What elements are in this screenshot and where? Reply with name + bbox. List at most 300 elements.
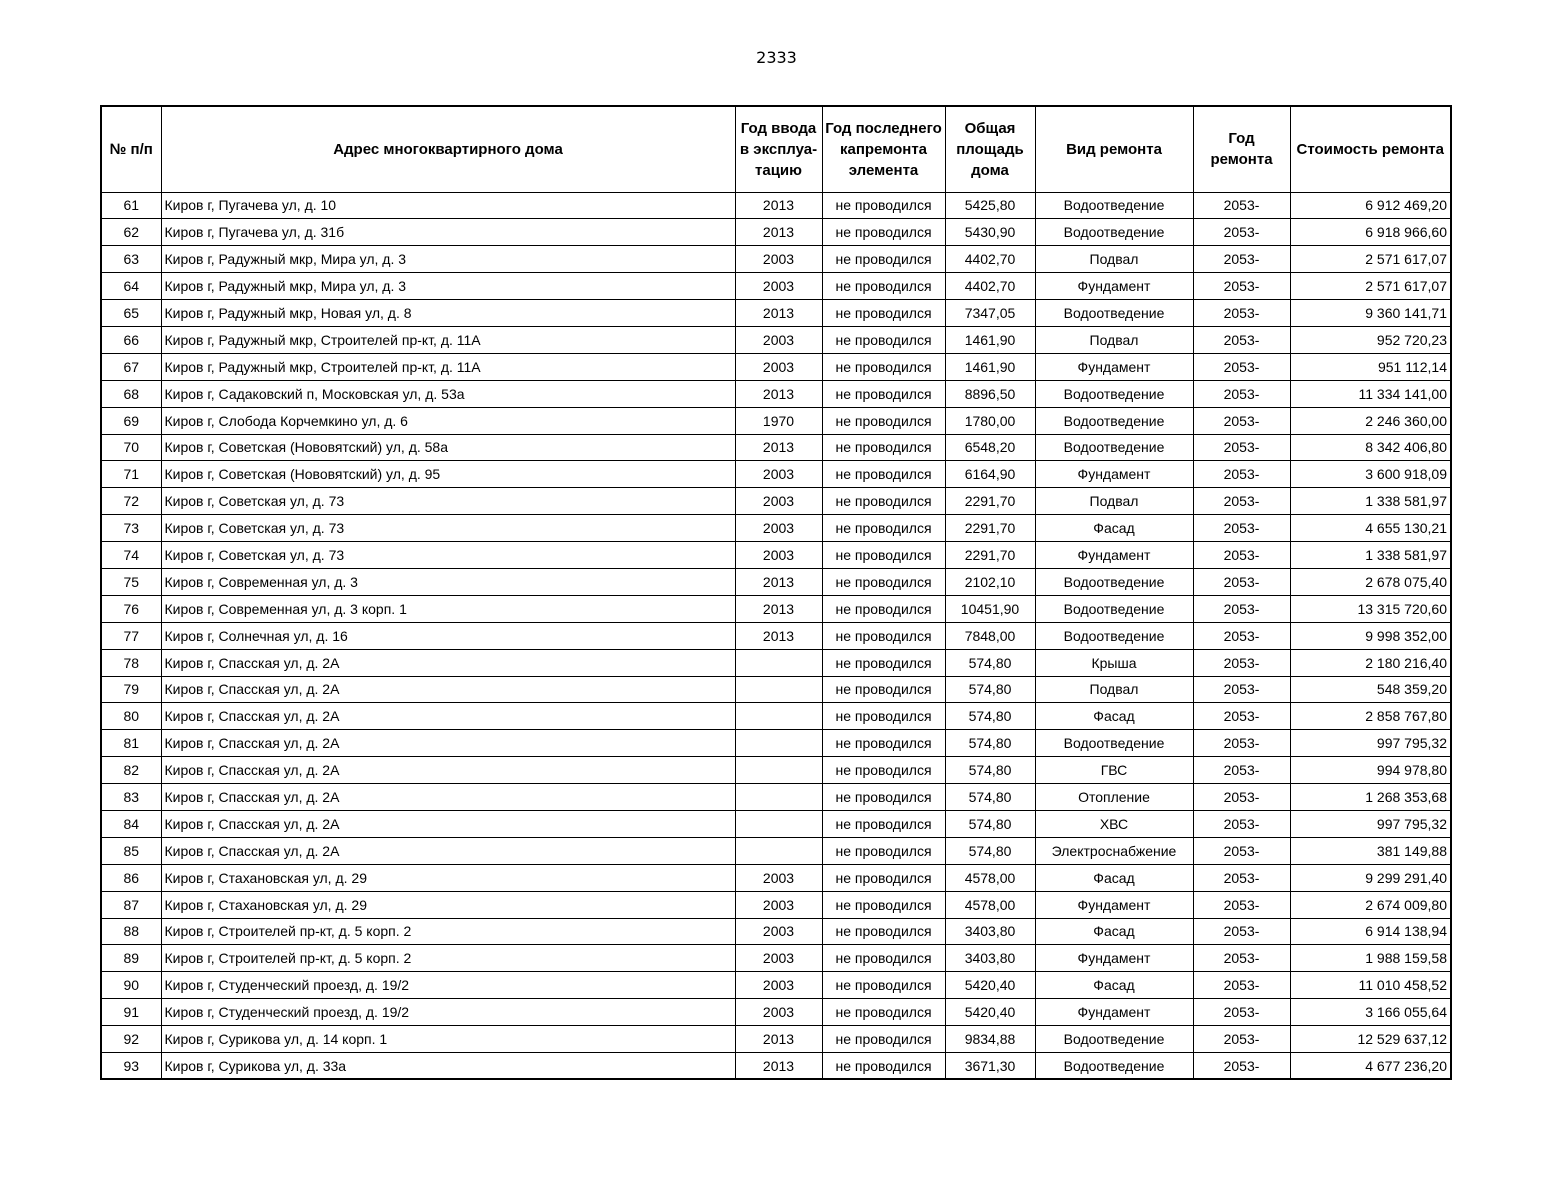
table-row xyxy=(101,595,1451,622)
cell-area: 6164,90 xyxy=(945,461,1035,488)
table-row xyxy=(101,972,1451,999)
cell-cost: 6 912 469,20 xyxy=(1290,192,1451,219)
cell-repair-type: Водоотведение xyxy=(1035,380,1193,407)
cell-repair-year: 2053- xyxy=(1193,326,1290,353)
cell-cost: 11 334 141,00 xyxy=(1290,380,1451,407)
cell-repair-type: Фасад xyxy=(1035,972,1193,999)
cell-repair-year: 2053- xyxy=(1193,864,1290,891)
cell-cost: 6 914 138,94 xyxy=(1290,918,1451,945)
cell-address: Киров г, Строителей пр-кт, д. 5 корп. 2 xyxy=(161,945,735,972)
cell-repair-year: 2053- xyxy=(1193,810,1290,837)
cell-last-repair: не проводился xyxy=(822,461,945,488)
cell-area: 574,80 xyxy=(945,784,1035,811)
table-body xyxy=(101,192,1451,1079)
cell-address: Киров г, Слобода Корчемкино ул, д. 6 xyxy=(161,407,735,434)
cell-repair-type: Водоотведение xyxy=(1035,300,1193,327)
cell-year-built: 2013 xyxy=(735,622,822,649)
cell-address: Киров г, Строителей пр-кт, д. 5 корп. 2 xyxy=(161,918,735,945)
cell-cost: 4 677 236,20 xyxy=(1290,1053,1451,1080)
table-row xyxy=(101,622,1451,649)
table-row xyxy=(101,542,1451,569)
cell-num: 75 xyxy=(101,568,161,595)
cell-area: 4578,00 xyxy=(945,864,1035,891)
cell-last-repair: не проводился xyxy=(822,219,945,246)
table-row xyxy=(101,864,1451,891)
cell-last-repair: не проводился xyxy=(822,1053,945,1080)
cell-repair-type: Подвал xyxy=(1035,488,1193,515)
cell-num: 68 xyxy=(101,380,161,407)
cell-year-built xyxy=(735,730,822,757)
cell-area: 5425,80 xyxy=(945,192,1035,219)
cell-last-repair: не проводился xyxy=(822,757,945,784)
cell-repair-year: 2053- xyxy=(1193,434,1290,461)
cell-last-repair: не проводился xyxy=(822,326,945,353)
cell-last-repair: не проводился xyxy=(822,918,945,945)
cell-num: 92 xyxy=(101,1026,161,1053)
cell-repair-year: 2053- xyxy=(1193,192,1290,219)
cell-cost: 1 988 159,58 xyxy=(1290,945,1451,972)
cell-num: 66 xyxy=(101,326,161,353)
cell-repair-type: Водоотведение xyxy=(1035,568,1193,595)
cell-cost: 952 720,23 xyxy=(1290,326,1451,353)
cell-repair-type: Водоотведение xyxy=(1035,1026,1193,1053)
cell-repair-year: 2053- xyxy=(1193,568,1290,595)
cell-area: 1461,90 xyxy=(945,353,1035,380)
cell-area: 574,80 xyxy=(945,837,1035,864)
cell-year-built xyxy=(735,837,822,864)
cell-address: Киров г, Советская (Нововятский) ул, д. 95 xyxy=(161,461,735,488)
cell-area: 3403,80 xyxy=(945,945,1035,972)
cell-repair-year: 2053- xyxy=(1193,300,1290,327)
page-number: 2333 xyxy=(756,48,797,67)
header-address: Адрес многоквартирного дома xyxy=(161,106,735,192)
cell-area: 4402,70 xyxy=(945,273,1035,300)
cell-year-built: 2003 xyxy=(735,999,822,1026)
cell-cost: 13 315 720,60 xyxy=(1290,595,1451,622)
cell-num: 86 xyxy=(101,864,161,891)
cell-address: Киров г, Спасская ул, д. 2А xyxy=(161,810,735,837)
cell-year-built: 2003 xyxy=(735,515,822,542)
cell-year-built: 2003 xyxy=(735,864,822,891)
cell-year-built: 2003 xyxy=(735,246,822,273)
header-repair-type: Вид ремонта xyxy=(1035,106,1193,192)
cell-address: Киров г, Радужный мкр, Мира ул, д. 3 xyxy=(161,273,735,300)
table-row xyxy=(101,461,1451,488)
cell-repair-type: Водоотведение xyxy=(1035,595,1193,622)
cell-last-repair: не проводился xyxy=(822,864,945,891)
cell-last-repair: не проводился xyxy=(822,784,945,811)
cell-repair-type: Подвал xyxy=(1035,326,1193,353)
cell-repair-type: Водоотведение xyxy=(1035,407,1193,434)
cell-repair-year: 2053- xyxy=(1193,461,1290,488)
cell-address: Киров г, Советская ул, д. 73 xyxy=(161,488,735,515)
cell-repair-year: 2053- xyxy=(1193,730,1290,757)
cell-cost: 951 112,14 xyxy=(1290,353,1451,380)
cell-repair-year: 2053- xyxy=(1193,407,1290,434)
cell-area: 8896,50 xyxy=(945,380,1035,407)
table-row xyxy=(101,676,1451,703)
cell-address: Киров г, Спасская ул, д. 2А xyxy=(161,703,735,730)
cell-repair-type: Водоотведение xyxy=(1035,219,1193,246)
table-row xyxy=(101,246,1451,273)
cell-num: 93 xyxy=(101,1053,161,1080)
cell-year-built xyxy=(735,757,822,784)
cell-area: 1780,00 xyxy=(945,407,1035,434)
cell-num: 91 xyxy=(101,999,161,1026)
cell-year-built: 2003 xyxy=(735,273,822,300)
cell-last-repair: не проводился xyxy=(822,434,945,461)
cell-repair-type: ХВС xyxy=(1035,810,1193,837)
table-row xyxy=(101,380,1451,407)
cell-year-built xyxy=(735,649,822,676)
cell-repair-year: 2053- xyxy=(1193,891,1290,918)
cell-num: 88 xyxy=(101,918,161,945)
cell-cost: 3 166 055,64 xyxy=(1290,999,1451,1026)
cell-year-built: 2003 xyxy=(735,972,822,999)
table-row xyxy=(101,945,1451,972)
cell-year-built: 2013 xyxy=(735,300,822,327)
cell-address: Киров г, Радужный мкр, Строителей пр-кт, д. 11А xyxy=(161,326,735,353)
cell-cost: 2 180 216,40 xyxy=(1290,649,1451,676)
cell-address: Киров г, Пугачева ул, д. 31б xyxy=(161,219,735,246)
cell-cost: 1 268 353,68 xyxy=(1290,784,1451,811)
table-row xyxy=(101,326,1451,353)
table-row xyxy=(101,434,1451,461)
cell-area: 4578,00 xyxy=(945,891,1035,918)
header-year-built: Год ввода в эксплуа-тацию xyxy=(735,106,822,192)
table-row xyxy=(101,407,1451,434)
cell-year-built: 2013 xyxy=(735,380,822,407)
cell-last-repair: не проводился xyxy=(822,999,945,1026)
cell-repair-type: Фундамент xyxy=(1035,273,1193,300)
cell-area: 574,80 xyxy=(945,757,1035,784)
cell-address: Киров г, Студенческий проезд, д. 19/2 xyxy=(161,972,735,999)
cell-last-repair: не проводился xyxy=(822,972,945,999)
cell-year-built xyxy=(735,810,822,837)
cell-repair-type: Водоотведение xyxy=(1035,1053,1193,1080)
cell-num: 65 xyxy=(101,300,161,327)
cell-cost: 3 600 918,09 xyxy=(1290,461,1451,488)
cell-cost: 2 858 767,80 xyxy=(1290,703,1451,730)
cell-last-repair: не проводился xyxy=(822,837,945,864)
cell-year-built xyxy=(735,676,822,703)
cell-repair-type: Водоотведение xyxy=(1035,192,1193,219)
cell-cost: 1 338 581,97 xyxy=(1290,542,1451,569)
cell-address: Киров г, Советская ул, д. 73 xyxy=(161,542,735,569)
cell-cost: 2 674 009,80 xyxy=(1290,891,1451,918)
cell-cost: 2 571 617,07 xyxy=(1290,273,1451,300)
cell-address: Киров г, Радужный мкр, Строителей пр-кт, д. 11А xyxy=(161,353,735,380)
table-row xyxy=(101,999,1451,1026)
cell-num: 90 xyxy=(101,972,161,999)
cell-area: 10451,90 xyxy=(945,595,1035,622)
cell-repair-year: 2053- xyxy=(1193,488,1290,515)
table-row xyxy=(101,1053,1451,1080)
cell-num: 61 xyxy=(101,192,161,219)
cell-year-built xyxy=(735,703,822,730)
cell-repair-year: 2053- xyxy=(1193,784,1290,811)
cell-repair-type: Водоотведение xyxy=(1035,622,1193,649)
cell-address: Киров г, Спасская ул, д. 2А xyxy=(161,837,735,864)
cell-repair-type: Фундамент xyxy=(1035,891,1193,918)
cell-cost: 9 299 291,40 xyxy=(1290,864,1451,891)
cell-address: Киров г, Сурикова ул, д. 14 корп. 1 xyxy=(161,1026,735,1053)
cell-area: 5430,90 xyxy=(945,219,1035,246)
cell-year-built: 2003 xyxy=(735,326,822,353)
cell-address: Киров г, Спасская ул, д. 2А xyxy=(161,757,735,784)
cell-last-repair: не проводился xyxy=(822,649,945,676)
cell-last-repair: не проводился xyxy=(822,300,945,327)
cell-area: 9834,88 xyxy=(945,1026,1035,1053)
table-row xyxy=(101,568,1451,595)
cell-num: 76 xyxy=(101,595,161,622)
cell-address: Киров г, Советская ул, д. 73 xyxy=(161,515,735,542)
cell-address: Киров г, Спасская ул, д. 2А xyxy=(161,676,735,703)
cell-area: 6548,20 xyxy=(945,434,1035,461)
cell-address: Киров г, Стахановская ул, д. 29 xyxy=(161,891,735,918)
table-row xyxy=(101,918,1451,945)
cell-repair-year: 2053- xyxy=(1193,515,1290,542)
cell-address: Киров г, Спасская ул, д. 2А xyxy=(161,649,735,676)
table-row xyxy=(101,891,1451,918)
cell-year-built: 2003 xyxy=(735,918,822,945)
cell-cost: 9 998 352,00 xyxy=(1290,622,1451,649)
cell-cost: 6 918 966,60 xyxy=(1290,219,1451,246)
cell-address: Киров г, Пугачева ул, д. 10 xyxy=(161,192,735,219)
cell-area: 574,80 xyxy=(945,703,1035,730)
cell-year-built: 2013 xyxy=(735,595,822,622)
cell-num: 77 xyxy=(101,622,161,649)
cell-last-repair: не проводился xyxy=(822,488,945,515)
cell-repair-type: Фундамент xyxy=(1035,999,1193,1026)
cell-last-repair: не проводился xyxy=(822,353,945,380)
cell-area: 7848,00 xyxy=(945,622,1035,649)
cell-num: 80 xyxy=(101,703,161,730)
cell-num: 87 xyxy=(101,891,161,918)
table-row xyxy=(101,703,1451,730)
cell-cost: 2 571 617,07 xyxy=(1290,246,1451,273)
table-row xyxy=(101,488,1451,515)
cell-repair-year: 2053- xyxy=(1193,595,1290,622)
cell-repair-year: 2053- xyxy=(1193,219,1290,246)
cell-address: Киров г, Солнечная ул, д. 16 xyxy=(161,622,735,649)
cell-repair-year: 2053- xyxy=(1193,918,1290,945)
cell-cost: 994 978,80 xyxy=(1290,757,1451,784)
cell-cost: 381 149,88 xyxy=(1290,837,1451,864)
cell-address: Киров г, Радужный мкр, Новая ул, д. 8 xyxy=(161,300,735,327)
cell-cost: 11 010 458,52 xyxy=(1290,972,1451,999)
cell-num: 82 xyxy=(101,757,161,784)
header-repair-year: Год ремонта xyxy=(1193,106,1290,192)
header-area: Общая площадь дома xyxy=(945,106,1035,192)
cell-cost: 997 795,32 xyxy=(1290,730,1451,757)
table-row xyxy=(101,757,1451,784)
cell-num: 85 xyxy=(101,837,161,864)
cell-cost: 2 678 075,40 xyxy=(1290,568,1451,595)
cell-repair-type: Крыша xyxy=(1035,649,1193,676)
cell-repair-type: Фасад xyxy=(1035,703,1193,730)
cell-address: Киров г, Сурикова ул, д. 33а xyxy=(161,1053,735,1080)
cell-last-repair: не проводился xyxy=(822,273,945,300)
cell-cost: 2 246 360,00 xyxy=(1290,407,1451,434)
cell-area: 4402,70 xyxy=(945,246,1035,273)
cell-last-repair: не проводился xyxy=(822,622,945,649)
cell-repair-year: 2053- xyxy=(1193,676,1290,703)
cell-last-repair: не проводился xyxy=(822,192,945,219)
table-row xyxy=(101,300,1451,327)
table-row xyxy=(101,1026,1451,1053)
cell-area: 2291,70 xyxy=(945,515,1035,542)
table-row xyxy=(101,273,1451,300)
cell-year-built: 2003 xyxy=(735,488,822,515)
cell-repair-type: Фундамент xyxy=(1035,461,1193,488)
cell-year-built: 2003 xyxy=(735,542,822,569)
cell-year-built: 2013 xyxy=(735,192,822,219)
cell-year-built: 2003 xyxy=(735,945,822,972)
table-row xyxy=(101,192,1451,219)
header-cost: Стоимость ремонта xyxy=(1290,106,1451,192)
cell-area: 3403,80 xyxy=(945,918,1035,945)
cell-last-repair: не проводился xyxy=(822,891,945,918)
header-last-repair: Год последнего капремонта элемента xyxy=(822,106,945,192)
table-row xyxy=(101,515,1451,542)
cell-area: 5420,40 xyxy=(945,999,1035,1026)
cell-address: Киров г, Современная ул, д. 3 корп. 1 xyxy=(161,595,735,622)
cell-repair-type: Фундамент xyxy=(1035,353,1193,380)
cell-last-repair: не проводился xyxy=(822,542,945,569)
cell-repair-year: 2053- xyxy=(1193,380,1290,407)
cell-last-repair: не проводился xyxy=(822,568,945,595)
cell-address: Киров г, Советская (Нововятский) ул, д. 58а xyxy=(161,434,735,461)
cell-year-built: 2013 xyxy=(735,219,822,246)
cell-area: 2291,70 xyxy=(945,542,1035,569)
cell-address: Киров г, Современная ул, д. 3 xyxy=(161,568,735,595)
cell-repair-year: 2053- xyxy=(1193,1026,1290,1053)
cell-year-built: 2003 xyxy=(735,353,822,380)
cell-address: Киров г, Радужный мкр, Мира ул, д. 3 xyxy=(161,246,735,273)
cell-repair-year: 2053- xyxy=(1193,246,1290,273)
table-row xyxy=(101,810,1451,837)
repair-registry-table xyxy=(100,105,1452,1080)
cell-repair-type: Отопление xyxy=(1035,784,1193,811)
cell-cost: 12 529 637,12 xyxy=(1290,1026,1451,1053)
cell-repair-year: 2053- xyxy=(1193,273,1290,300)
cell-repair-year: 2053- xyxy=(1193,999,1290,1026)
cell-num: 63 xyxy=(101,246,161,273)
cell-num: 67 xyxy=(101,353,161,380)
cell-area: 574,80 xyxy=(945,676,1035,703)
cell-cost: 1 338 581,97 xyxy=(1290,488,1451,515)
cell-repair-type: Водоотведение xyxy=(1035,434,1193,461)
cell-address: Киров г, Стахановская ул, д. 29 xyxy=(161,864,735,891)
cell-area: 574,80 xyxy=(945,730,1035,757)
cell-num: 83 xyxy=(101,784,161,811)
cell-repair-year: 2053- xyxy=(1193,1053,1290,1080)
cell-repair-type: Фасад xyxy=(1035,515,1193,542)
cell-num: 62 xyxy=(101,219,161,246)
cell-repair-year: 2053- xyxy=(1193,945,1290,972)
cell-area: 1461,90 xyxy=(945,326,1035,353)
cell-area: 574,80 xyxy=(945,649,1035,676)
cell-area: 7347,05 xyxy=(945,300,1035,327)
table-row xyxy=(101,730,1451,757)
table-header-row xyxy=(101,106,1451,192)
cell-num: 72 xyxy=(101,488,161,515)
cell-cost: 997 795,32 xyxy=(1290,810,1451,837)
cell-num: 89 xyxy=(101,945,161,972)
cell-last-repair: не проводился xyxy=(822,246,945,273)
cell-num: 84 xyxy=(101,810,161,837)
cell-area: 574,80 xyxy=(945,810,1035,837)
cell-area: 3671,30 xyxy=(945,1053,1035,1080)
cell-num: 79 xyxy=(101,676,161,703)
cell-repair-type: Водоотведение xyxy=(1035,730,1193,757)
cell-num: 71 xyxy=(101,461,161,488)
cell-last-repair: не проводился xyxy=(822,595,945,622)
cell-repair-type: Фундамент xyxy=(1035,542,1193,569)
cell-repair-type: Фасад xyxy=(1035,918,1193,945)
table-row xyxy=(101,837,1451,864)
cell-area: 2291,70 xyxy=(945,488,1035,515)
cell-year-built: 2013 xyxy=(735,568,822,595)
cell-repair-type: Фундамент xyxy=(1035,945,1193,972)
cell-repair-year: 2053- xyxy=(1193,757,1290,784)
cell-num: 64 xyxy=(101,273,161,300)
cell-year-built: 1970 xyxy=(735,407,822,434)
cell-year-built: 2013 xyxy=(735,1053,822,1080)
cell-last-repair: не проводился xyxy=(822,515,945,542)
table-row xyxy=(101,784,1451,811)
cell-last-repair: не проводился xyxy=(822,810,945,837)
cell-cost: 4 655 130,21 xyxy=(1290,515,1451,542)
cell-repair-year: 2053- xyxy=(1193,649,1290,676)
cell-num: 69 xyxy=(101,407,161,434)
cell-address: Киров г, Садаковский п, Московская ул, д. 53а xyxy=(161,380,735,407)
cell-repair-year: 2053- xyxy=(1193,353,1290,380)
cell-repair-year: 2053- xyxy=(1193,703,1290,730)
cell-area: 2102,10 xyxy=(945,568,1035,595)
cell-num: 74 xyxy=(101,542,161,569)
cell-num: 81 xyxy=(101,730,161,757)
cell-year-built: 2003 xyxy=(735,891,822,918)
cell-repair-year: 2053- xyxy=(1193,542,1290,569)
cell-repair-year: 2053- xyxy=(1193,622,1290,649)
cell-num: 78 xyxy=(101,649,161,676)
cell-last-repair: не проводился xyxy=(822,407,945,434)
cell-repair-type: ГВС xyxy=(1035,757,1193,784)
table-row xyxy=(101,219,1451,246)
cell-last-repair: не проводился xyxy=(822,945,945,972)
cell-last-repair: не проводился xyxy=(822,1026,945,1053)
cell-repair-year: 2053- xyxy=(1193,972,1290,999)
cell-year-built: 2013 xyxy=(735,1026,822,1053)
cell-address: Киров г, Спасская ул, д. 2А xyxy=(161,784,735,811)
cell-last-repair: не проводился xyxy=(822,730,945,757)
cell-year-built: 2003 xyxy=(735,461,822,488)
cell-num: 73 xyxy=(101,515,161,542)
cell-address: Киров г, Студенческий проезд, д. 19/2 xyxy=(161,999,735,1026)
cell-repair-type: Подвал xyxy=(1035,246,1193,273)
cell-address: Киров г, Спасская ул, д. 2А xyxy=(161,730,735,757)
cell-year-built: 2013 xyxy=(735,434,822,461)
table-row xyxy=(101,649,1451,676)
cell-repair-year: 2053- xyxy=(1193,837,1290,864)
header-num: № п/п xyxy=(101,106,161,192)
table-row xyxy=(101,353,1451,380)
cell-repair-type: Электроснабжение xyxy=(1035,837,1193,864)
cell-last-repair: не проводился xyxy=(822,703,945,730)
cell-last-repair: не проводился xyxy=(822,380,945,407)
